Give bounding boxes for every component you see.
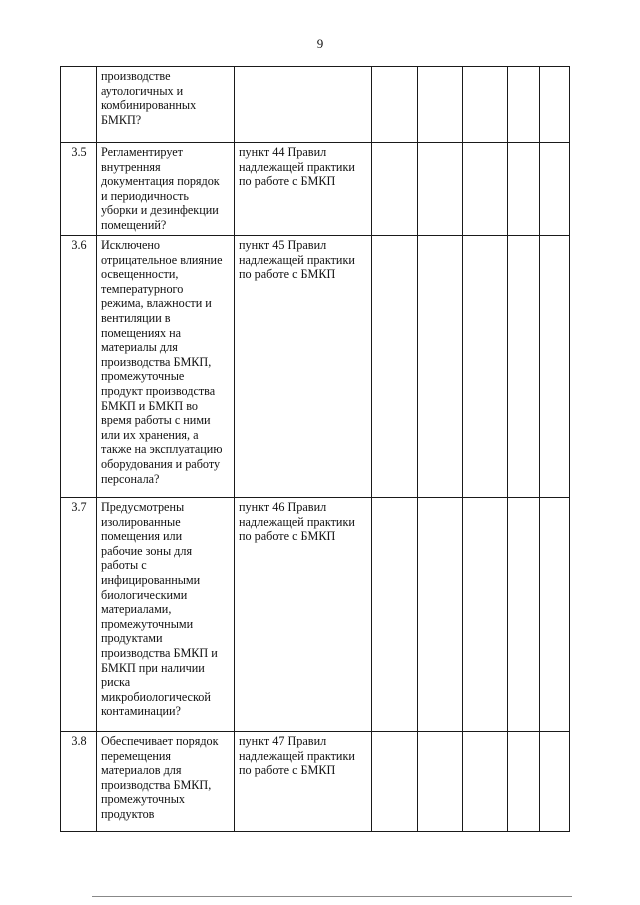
requirement-question: Обеспечивает порядок перемещения материалов для производства БМКП, промежуточных продуктов	[97, 732, 235, 832]
legal-reference: пункт 44 Правил надлежащей практики по работе с БМКП	[235, 143, 372, 236]
row-number: 3.5	[61, 143, 97, 236]
table-row	[61, 143, 570, 236]
answer-cell[interactable]	[508, 67, 540, 143]
scan-edge-line	[92, 896, 572, 897]
answer-cell[interactable]	[508, 143, 540, 236]
answer-cell[interactable]	[372, 732, 418, 832]
table-row	[61, 67, 570, 143]
table-row	[61, 732, 570, 832]
answer-cell[interactable]	[508, 236, 540, 498]
answer-cell[interactable]	[372, 498, 418, 732]
requirement-question: Исключено отрицательное влияние освещенности, температурного режима, влажности и вентиляции в помещениях на материалы для производства БМКП, промежуточные продукт производства БМКП и БМКП во время работы с ними или их хранения, а также на эксплуатацию оборудования и работу персонала?	[97, 236, 235, 498]
answer-cell[interactable]	[418, 67, 463, 143]
answer-cell[interactable]	[463, 67, 508, 143]
answer-cell[interactable]	[508, 732, 540, 832]
answer-cell[interactable]	[372, 236, 418, 498]
answer-cell[interactable]	[463, 498, 508, 732]
table-row	[61, 498, 570, 732]
answer-cell[interactable]	[540, 498, 570, 732]
answer-cell[interactable]	[508, 498, 540, 732]
table-row	[61, 236, 570, 498]
answer-cell[interactable]	[540, 67, 570, 143]
answer-cell[interactable]	[540, 236, 570, 498]
requirement-question: производстве аутологичных и комбинированных БМКП?	[97, 67, 235, 143]
legal-reference: пункт 45 Правил надлежащей практики по работе с БМКП	[235, 236, 372, 498]
answer-cell[interactable]	[540, 143, 570, 236]
answer-cell[interactable]	[540, 732, 570, 832]
answer-cell[interactable]	[372, 67, 418, 143]
page-number: 9	[316, 36, 324, 51]
answer-cell[interactable]	[372, 143, 418, 236]
row-number: 3.8	[61, 732, 97, 832]
checklist-table	[60, 66, 570, 832]
requirement-question: Предусмотрены изолированные помещения или рабочие зоны для работы с инфицированными биологическими материалами, промежуточными продуктами производства БМКП и БМКП при наличии риска микробиологической контаминации?	[97, 498, 235, 732]
legal-reference: пункт 46 Правил надлежащей практики по работе с БМКП	[235, 498, 372, 732]
requirement-question: Регламентирует внутренняя документация порядок и периодичность уборки и дезинфекции помещений?	[97, 143, 235, 236]
row-number	[61, 67, 97, 143]
answer-cell[interactable]	[463, 143, 508, 236]
row-number: 3.6	[61, 236, 97, 498]
answer-cell[interactable]	[463, 732, 508, 832]
answer-cell[interactable]	[418, 732, 463, 832]
row-number: 3.7	[61, 498, 97, 732]
legal-reference	[235, 67, 372, 143]
answer-cell[interactable]	[463, 236, 508, 498]
legal-reference: пункт 47 Правил надлежащей практики по работе с БМКП	[235, 732, 372, 832]
answer-cell[interactable]	[418, 498, 463, 732]
answer-cell[interactable]	[418, 143, 463, 236]
answer-cell[interactable]	[418, 236, 463, 498]
